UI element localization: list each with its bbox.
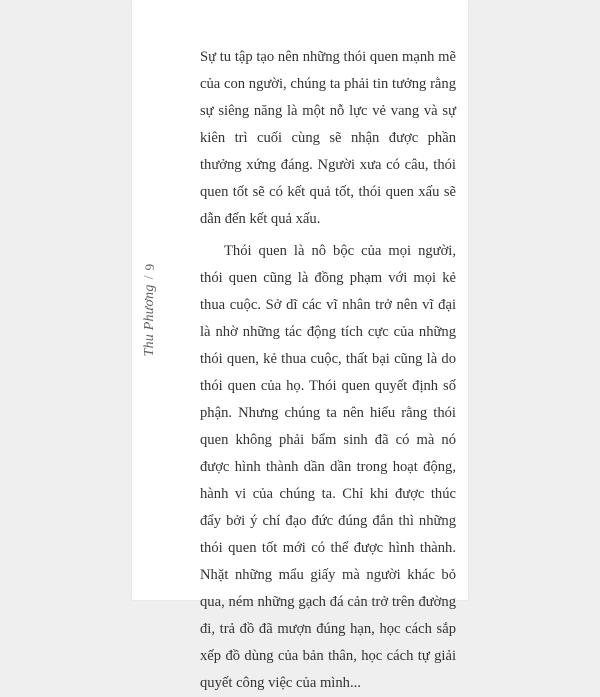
body-text xyxy=(200,44,456,697)
paragraph-2: Thói quen là nô bộc của mọi người, thói quen cũng là đồng phạm với mọi kẻ thua cuộc. Sở dĩ các vĩ nhân trở nên vĩ đại là nhờ những tác động tích cực của những thói quen, kẻ thua cuộc, thất bại cũng là do thói quen của họ. Thói quen quyết định số phận. Nhưng chúng ta nên hiểu rằng thói quen không phải bẩm sinh đã có mà nó được hình thành dần dần trong hoạt động, hành vi của chúng ta. Chỉ khi được thúc đẩy bởi ý chí đạo đức đúng đắn thì những thói quen tốt mới có thể được hình thành. Nhặt những mẩu giấy mà người khác bỏ qua, ném những gạch đá cản trở trên đường đi, trả đồ đã mượn đúng hạn, học cách sắp xếp đồ dùng của bản thân, học cách tự giải quyết công việc của mình... xyxy=(200,243,456,691)
page-number: 9 xyxy=(142,263,157,271)
margin-separator: / xyxy=(142,275,157,280)
margin-header xyxy=(142,264,158,357)
paragraph-1: Sự tu tập tạo nên những thói quen mạnh mẽ của con người, chúng ta phải tin tưởng rằng sự siêng năng là một nỗ lực vẻ vang và sự kiên trì cuối cùng sẽ nhận được phần thưởng xứng đáng. Người xưa có câu, thói quen tốt sẽ có kết quả tốt, thói quen xấu sẽ dẫn đến kết quả xấu. xyxy=(200,49,456,227)
margin-author: Thu Phương xyxy=(142,284,157,357)
